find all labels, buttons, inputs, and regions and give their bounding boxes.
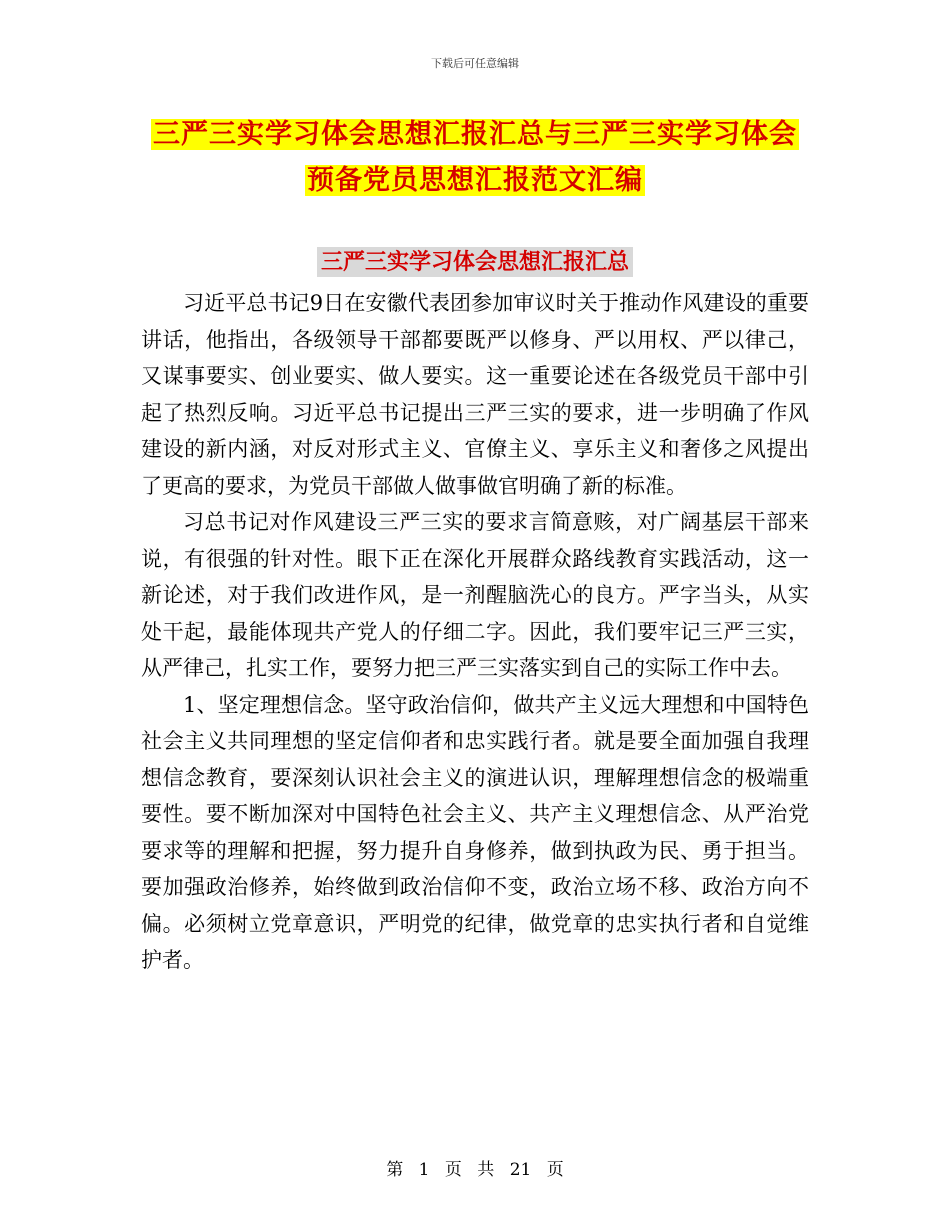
footer-total-prefix: 共 xyxy=(477,1160,495,1180)
document-title-line-1 xyxy=(0,112,950,151)
paragraph: 1、坚定理想信念。坚守政治信仰，做共产主义远大理想和中国特色社会主义共同理想的坚定信仰者和忠实践行者。就是要全面加强自我理想信念教育，要深刻认识社会主义的演进认识，理解理想信念的极端重要性。要不断加深对中国特色社会主义、共产主义理想信念、从严治党要求等的理解和把握，努力提升自身修养，做到执政为民、勇于担当。要加强政治修养，始终做到政治信仰不变，政治立场不移、政治方向不偏。必须树立党章意识，严明党的纪律，做党章的忠实执行者和自觉维护者。 xyxy=(141,692,809,972)
footer-total-unit: 页 xyxy=(546,1160,564,1180)
page-footer xyxy=(0,1155,950,1180)
footer-page-number: 1 xyxy=(418,1160,430,1180)
footer-prefix: 第 xyxy=(386,1160,404,1180)
title-line-1-text: 三严三实学习体会思想汇报汇总与三严三实学习体会 xyxy=(153,119,797,150)
footer-total-pages: 21 xyxy=(509,1160,532,1180)
title-line-2-text: 预备党员思想汇报范文汇编 xyxy=(307,165,643,196)
document-title-line-2 xyxy=(0,158,950,197)
paragraph: 习总书记对作风建设三严三实的要求言简意赅，对广阔基层干部来说，有很强的针对性。眼下正在深化开展群众路线教育实践活动，这一新论述，对于我们改进作风，是一剂醒脑洗心的良方。严字当头，从实处干起，最能体现共产党人的仔细二字。因此，我们要牢记三严三实，从严律己，扎实工作，要努力把三严三实落实到自己的实际工作中去。 xyxy=(141,510,809,680)
footer-page-unit: 页 xyxy=(444,1160,462,1180)
section-title-text: 三严三实学习体会思想汇报汇总 xyxy=(317,247,633,277)
paragraph: 习近平总书记9日在安徽代表团参加审议时关于推动作风建设的重要讲话，他指出，各级领导干部都要既严以修身、严以用权、严以律己，又谋事要实、创业要实、做人要实。这一重要论述在各级党员干部中引起了热烈反响。习近平总书记提出三严三实的要求，进一步明确了作风建设的新内涵，对反对形式主义、官僚主义、享乐主义和奢侈之风提出了更高的要求，为党员干部做人做事做官明确了新的标准。 xyxy=(141,291,809,498)
section-title xyxy=(0,245,950,276)
body-text xyxy=(141,285,809,979)
header-note: 下载后可任意编辑 xyxy=(431,57,519,70)
